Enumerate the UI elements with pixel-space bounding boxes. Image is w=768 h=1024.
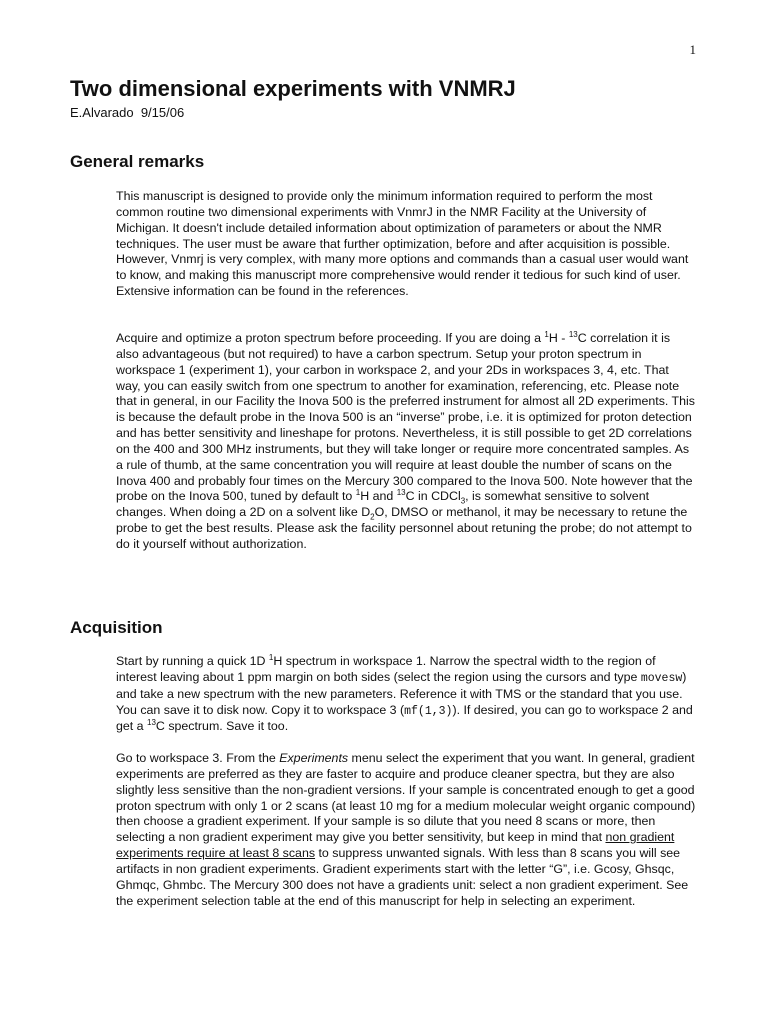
byline bbox=[70, 105, 184, 120]
paragraph-workspace-3: Go to workspace 3. From the Experiments menu select the experiment that you want. In general, gradient experiments are preferred as they are faster to acquire and produce cleaner spectra, but they are also slightly less sensitive than the non-gradient versions. If your sample is concentrated enough to get a good proton spectrum with only 1 or 2 scans (at least 10 mg for a medium molecular weight organic compound) then choose a gradient experiment. If your sample is so dilute that you need 8 scans or more, then selecting a non gradient experiment may give you better sensitivity, but keep in mind that non gradient experiments require at least 8 scans to suppress unwanted signals. With less than 8 scans you will see artifacts in non gradient experiments. Gradient experiments start with the letter “G”, i.e. Gcosy, Ghsqc, Ghmqc, Ghmbc. The Mercury 300 does not have a gradients unit: select a non gradient experiment. See the experiment selection table at the end of this manuscript for help in selecting an experiment. bbox=[116, 751, 696, 908]
command-movesw: movesw bbox=[640, 671, 683, 685]
paragraph-quick-1d: Start by running a quick 1D $^1$H spectrum in workspace 1. Narrow the spectral width to the region of interest leaving about 1 ppm margin on both sides (select the region using the cursors and type movesw) and take a new spectrum with the new parameters. Reference it with TMS or the standard that you use. You can save it to disk now. Copy it to workspace 3 (mf(1,3)). If desired, you can go to workspace 2 and get a $^{13}$C spectrum. Save it too. bbox=[116, 652, 693, 734]
page-number: 1 bbox=[689, 42, 696, 57]
paragraph-intro: This manuscript is designed to provide only the minimum information required to perform the most common routine two dimensional experiments with VnmrJ in the NMR Facility at the University of Michigan. It doesn't include detailed information about optimization of parameters or about the NMR techniques. The user must be aware that further optimization, before and after acquisition is possible. However, Vnmrj is very complex, with many more options and commands than a casual user would want to know, and making this manuscript more comprehensive would render it tedious for such kind of user. Extensive information can be found in the references. bbox=[116, 189, 689, 299]
command-mf: mf(1,3) bbox=[404, 704, 453, 718]
date: 9/15/06 bbox=[140, 105, 185, 120]
document-title: Two dimensional experiments with VNMRJ bbox=[70, 76, 516, 101]
section-heading-general-remarks: General remarks bbox=[70, 152, 205, 171]
underlined-note: non gradient experiments require at least 8 scans bbox=[116, 830, 675, 861]
author: E.Alvarado bbox=[70, 105, 134, 120]
experiments-menu-reference: Experiments bbox=[279, 751, 349, 765]
section-heading-acquisition: Acquisition bbox=[70, 618, 163, 637]
paragraph-proton-spectrum: Acquire and optimize a proton spectrum before proceeding. If you are doing a $^1$H - $^{13}$C correlation it is also advantageous (but not required) to have a carbon spectrum. Setup your proton spectrum in workspace 1 (experiment 1), your carbon in workspace 2, and your 2Ds in workspaces 3, 4, etc. That way, you can easily switch from one spectrum to another for examination, referencing, etc. Please note that in general, in our Facility the Inova 500 is the preferred instrument for almost all 2D experiments. This is because the default probe in the Inova 500 is an “inverse” probe, i.e. it is optimized for proton detection and has better sensitivity and lineshape for protons. Nevertheless, it is still possible to get 2D correlations on the 400 and 300 MHz instruments, but they will take longer or require more concentrated samples. As a rule of thumb, at the same concentration you will require at least double the number of scans on the Inova 400 and probably four times on the Mercury 300 compared to the Inova 500. Note however that the probe on the Inova 500, tuned by default to $^1$H and $^{13}$C in CDCl$_3$, is somewhat sensitive to solvent changes. When doing a 2D on a solvent like $D_2O$, DMSO or methanol, it may be necessary to retune the probe to get the best results. Please ask the facility personnel about retuning the probe; do not attempt to do it yourself without authorization. bbox=[116, 329, 695, 551]
